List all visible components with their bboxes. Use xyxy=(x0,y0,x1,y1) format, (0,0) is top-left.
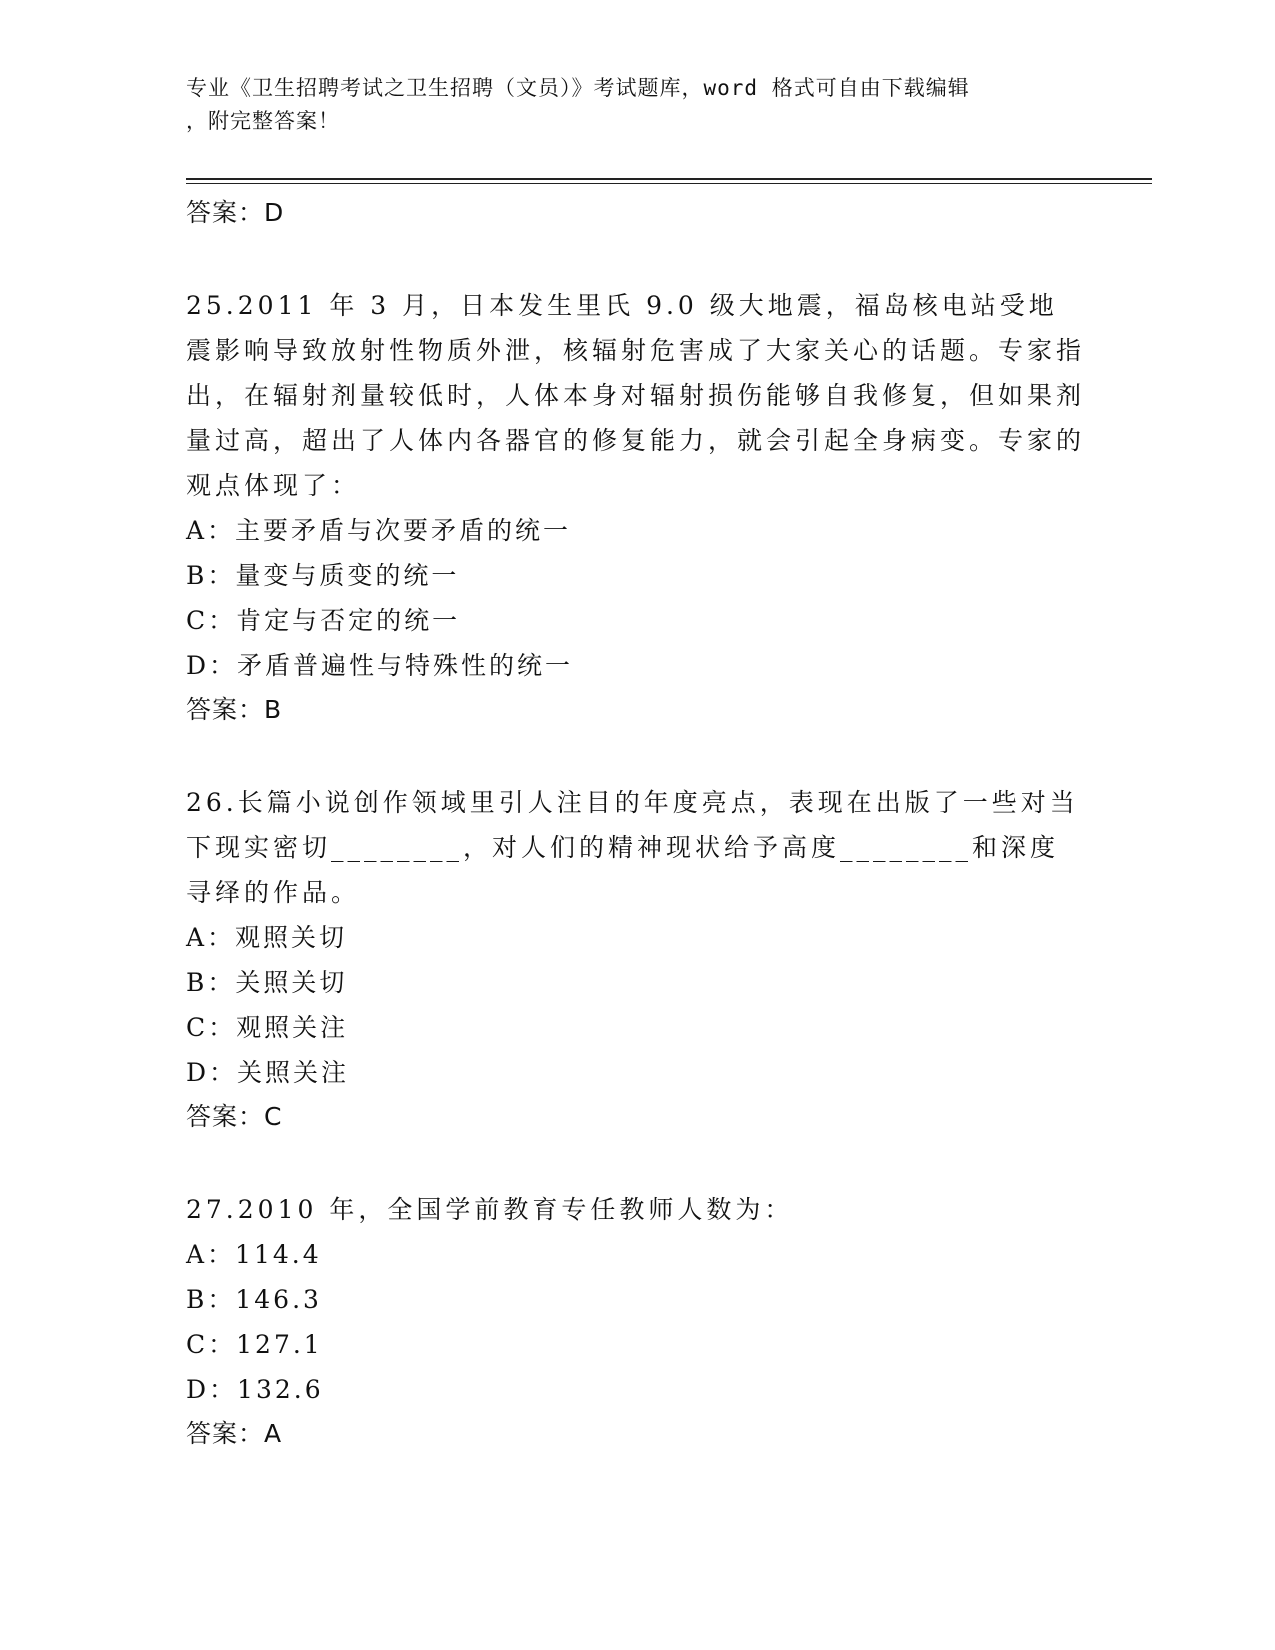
option-b: B：关照关切 xyxy=(186,968,348,997)
question-list xyxy=(186,191,1086,1456)
option-a: A：观照关切 xyxy=(186,923,348,952)
question-25 xyxy=(186,283,1086,732)
option-d: D：132.6 xyxy=(186,1375,324,1404)
question-text: 26.长篇小说创作领域里引人注目的年度亮点，表现在出版了一些对当下现实密切________，对人们的精神现状给予高度________和深度寻绎的作品。 xyxy=(186,788,1079,907)
document-header xyxy=(186,72,1066,138)
option-b: B：量变与质变的统一 xyxy=(186,561,460,590)
answer: 答案：C xyxy=(186,1102,283,1131)
spacer xyxy=(186,732,1086,780)
option-c: C：127.1 xyxy=(186,1330,323,1359)
option-a: A：114.4 xyxy=(186,1240,322,1269)
option-c: C：肯定与否定的统一 xyxy=(186,606,461,635)
header-divider xyxy=(186,178,1152,180)
option-d: D：矛盾普遍性与特殊性的统一 xyxy=(186,651,574,680)
answer: 答案：B xyxy=(186,695,283,724)
header-line-2: ，附完整答案！ xyxy=(186,109,340,133)
spacer xyxy=(186,1139,1086,1187)
option-c: C：观照关注 xyxy=(186,1013,349,1042)
option-a: A：主要矛盾与次要矛盾的统一 xyxy=(186,516,572,545)
answer: 答案：A xyxy=(186,1419,283,1448)
option-d: D：关照关注 xyxy=(186,1058,350,1087)
header-divider-thin xyxy=(186,183,1152,184)
option-b: B：146.3 xyxy=(186,1285,322,1314)
header-line-1: 专业《卫生招聘考试之卫生招聘（文员）》考试题库，word 格式可自由下载编辑 xyxy=(186,76,970,100)
spacer xyxy=(186,235,1086,283)
question-text: 27.2010 年，全国学前教育专任教师人数为： xyxy=(186,1195,794,1224)
previous-answer: 答案：D xyxy=(186,198,285,227)
question-text: 25.2011 年 3 月，日本发生里氏 9.0 级大地震，福岛核电站受地震影响导致放射性物质外泄，核辐射危害成了大家关心的话题。专家指出，在辐射剂量较低时，人体本身对辐射损伤能够自我修复，但如果剂量过高，超出了人体内各器官的修复能力，就会引起全身病变。专家的观点体现了： xyxy=(186,291,1086,500)
question-26 xyxy=(186,780,1086,1139)
question-27 xyxy=(186,1187,1086,1456)
